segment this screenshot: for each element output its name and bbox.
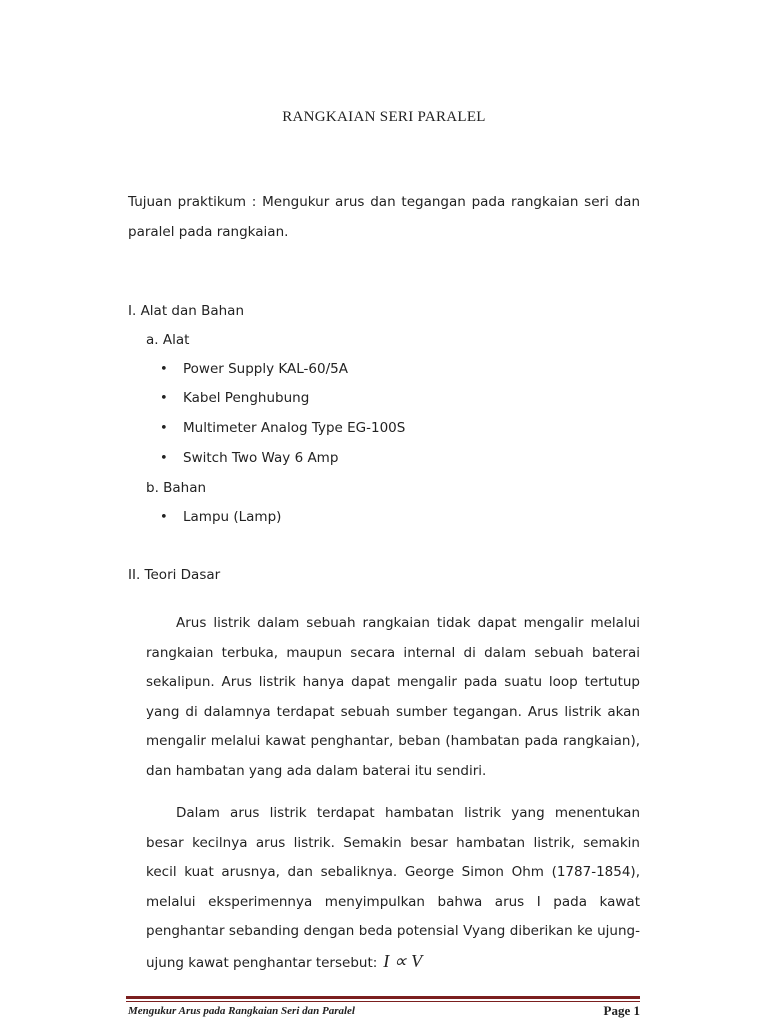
list-item: Kabel Penghubung [183,390,310,406]
document-title: RANGKAIAN SERI PARALEL [282,109,486,125]
bullet-icon: • [160,451,168,466]
footer-rule-thin [126,1001,640,1002]
theory-paragraph-2 [146,799,640,978]
bullet-icon: • [160,510,168,525]
theory-paragraph-1: Arus listrik dalam sebuah rangkaian tidak dapat mengalir melalui rangkaian terbuka, maupun secara internal di dalam sebuah baterai sekalipun. Arus listrik hanya dapat mengalir pada suatu loop tertutup yang di dalamnya terdapat sebuah sumber tegangan. Arus listrik akan mengalir melalui kawat penghantar, beban (hambatan pada rangkaian), dan hambatan yang ada dalam baterai itu sendiri. [146,615,640,779]
footer-document-title: Mengukur Arus pada Rangkaian Seri dan Paralel [128,1005,355,1017]
list-item: Switch Two Way 6 Amp [183,450,339,466]
section-1-heading: I. Alat dan Bahan [128,303,245,319]
list-item: Power Supply KAL-60/5A [183,361,348,377]
section-2-heading: II. Teori Dasar [128,567,221,583]
footer-rule-thick [126,996,640,999]
subsection-a-heading: a. Alat [146,332,190,348]
page-number: Page 1 [603,1003,640,1018]
bullet-icon: • [160,391,168,406]
subsection-b-heading: b. Bahan [146,480,207,496]
bullet-icon: • [160,362,168,377]
list-item: Multimeter Analog Type EG-100S [183,420,406,436]
bullet-icon: • [160,421,168,436]
list-item: Lampu (Lamp) [183,509,282,525]
theory-paragraph-2-text: Dalam arus listrik terdapat hambatan listrik yang menentukan besar kecilnya arus listrik. Semakin besar hambatan listrik, semakin kecil kuat arusnya, dan sebaliknya. George Simon Ohm (1787-1854), melalui eksperimennya menyimpulkan bahwa arus I pada kawat penghantar sebanding dengan beda potensial Vyang diberikan ke ujung-ujung kawat penghantar tersebut: [146,805,640,971]
purpose-paragraph: Tujuan praktikum : Mengukur arus dan tegangan pada rangkaian seri dan paralel pada rangkaian. [128,194,640,240]
ohm-proportionality-formula: I ∝ V [383,950,423,971]
